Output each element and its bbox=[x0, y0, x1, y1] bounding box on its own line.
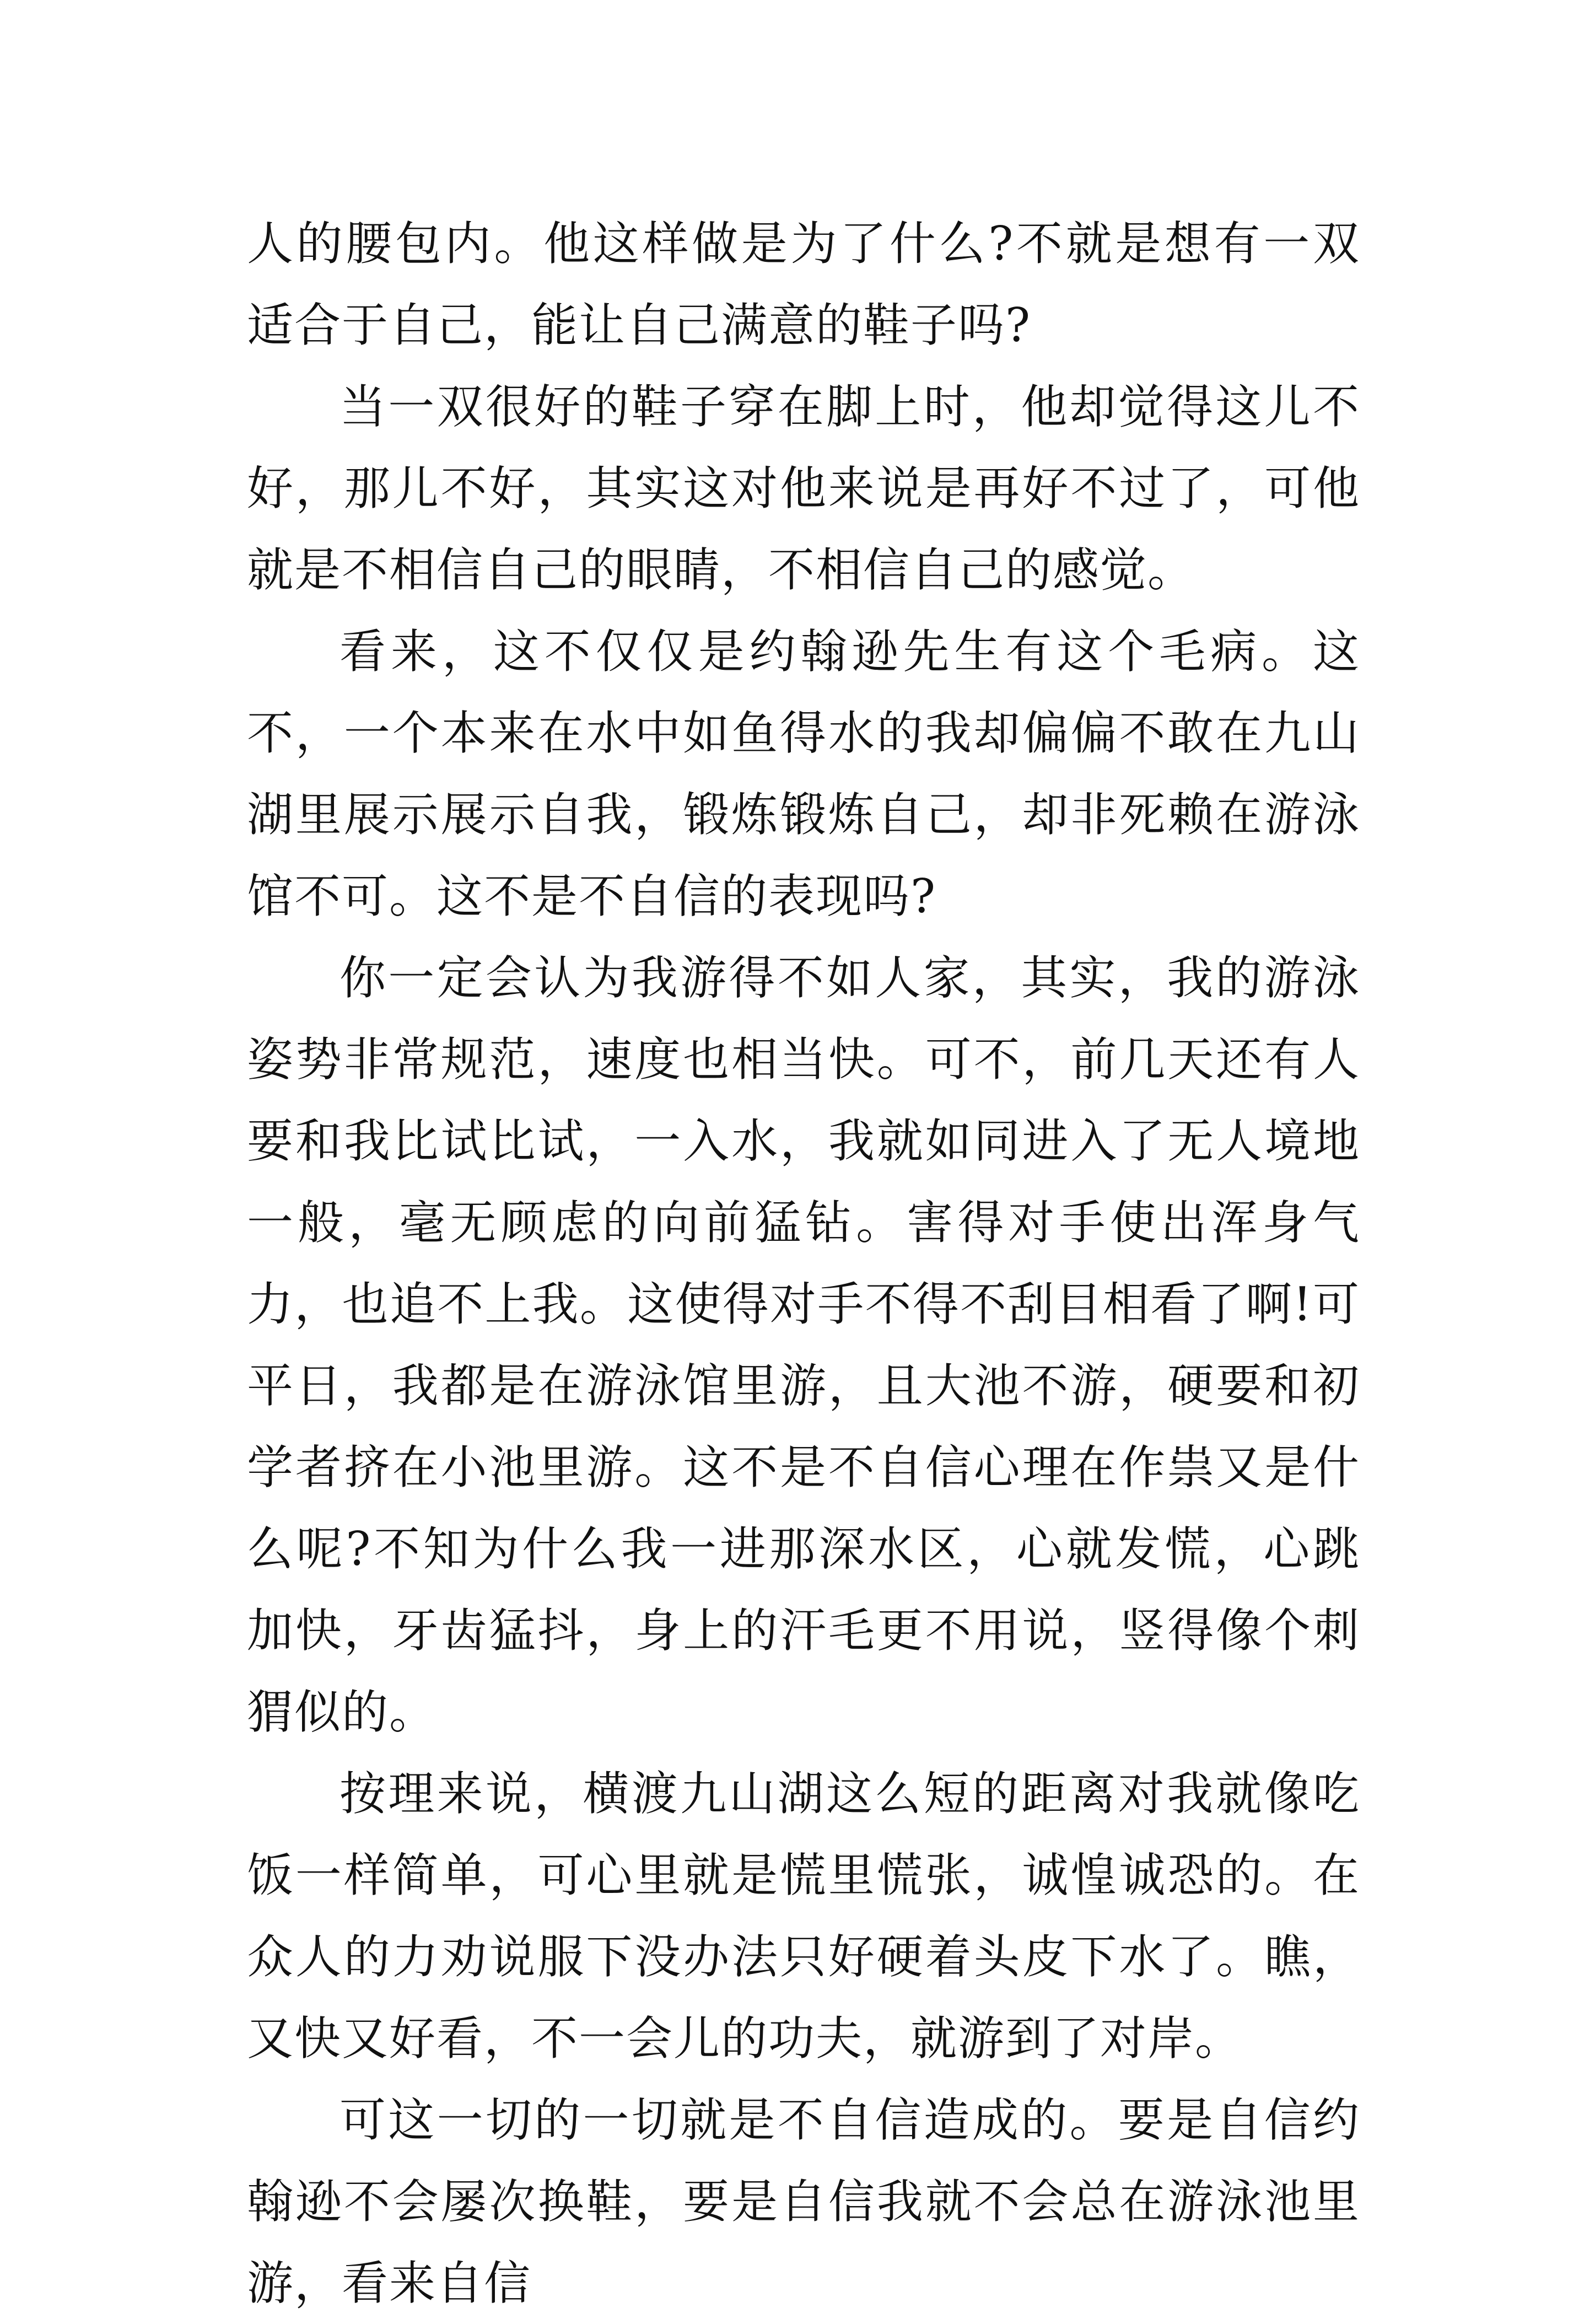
paragraph: 你一定会认为我游得不如人家，其实，我的游泳姿势非常规范，速度也相当快。可不，前几天还有人要和我比试比试，一入水，我就如同进入了无人境地一般，毫无顾虑的向前猛钻。害得对手使出浑身气力，也追不上我。这使得对手不得不刮目相看了啊!可平日，我都是在游泳馆里游，且大池不游，硬要和初学者挤在小池里游。这不是不自信心理在作祟又是什么呢?不知为什么我一进那深水区，心就发慌，心跳加快，牙齿猛抖，身上的汗毛更不用说，竖得像个刺猬似的。 bbox=[247, 951, 1360, 1739]
paragraph: 看来，这不仅仅是约翰逊先生有这个毛病。这不，一个本来在水中如鱼得水的我却偏偏不敢在九山湖里展示展示自我，锻炼锻炼自己，却非死赖在游泳馆不可。这不是不自信的表现吗? bbox=[247, 625, 1360, 923]
paragraph: 可这一切的一切就是不自信造成的。要是自信约翰逊不会屡次换鞋，要是自信我就不会总在游泳池里游，看来自信 bbox=[247, 2093, 1360, 2310]
paragraph-continued: 人的腰包内。他这样做是为了什么?不就是想有一双适合于自己，能让自己满意的鞋子吗? bbox=[247, 217, 1360, 352]
paragraph: 当一双很好的鞋子穿在脚上时，他却觉得这儿不好，那儿不好，其实这对他来说是再好不过了，可他就是不相信自己的眼睛，不相信自己的感觉。 bbox=[247, 380, 1360, 597]
body-text bbox=[247, 203, 1360, 2324]
paragraph: 按理来说，横渡九山湖这么短的距离对我就像吃饭一样简单，可心里就是慌里慌张，诚惶诚恐的。在众人的力劝说服下没办法只好硬着头皮下水了。瞧，又快又好看，不一会儿的功夫，就游到了对岸。 bbox=[247, 1767, 1360, 2065]
